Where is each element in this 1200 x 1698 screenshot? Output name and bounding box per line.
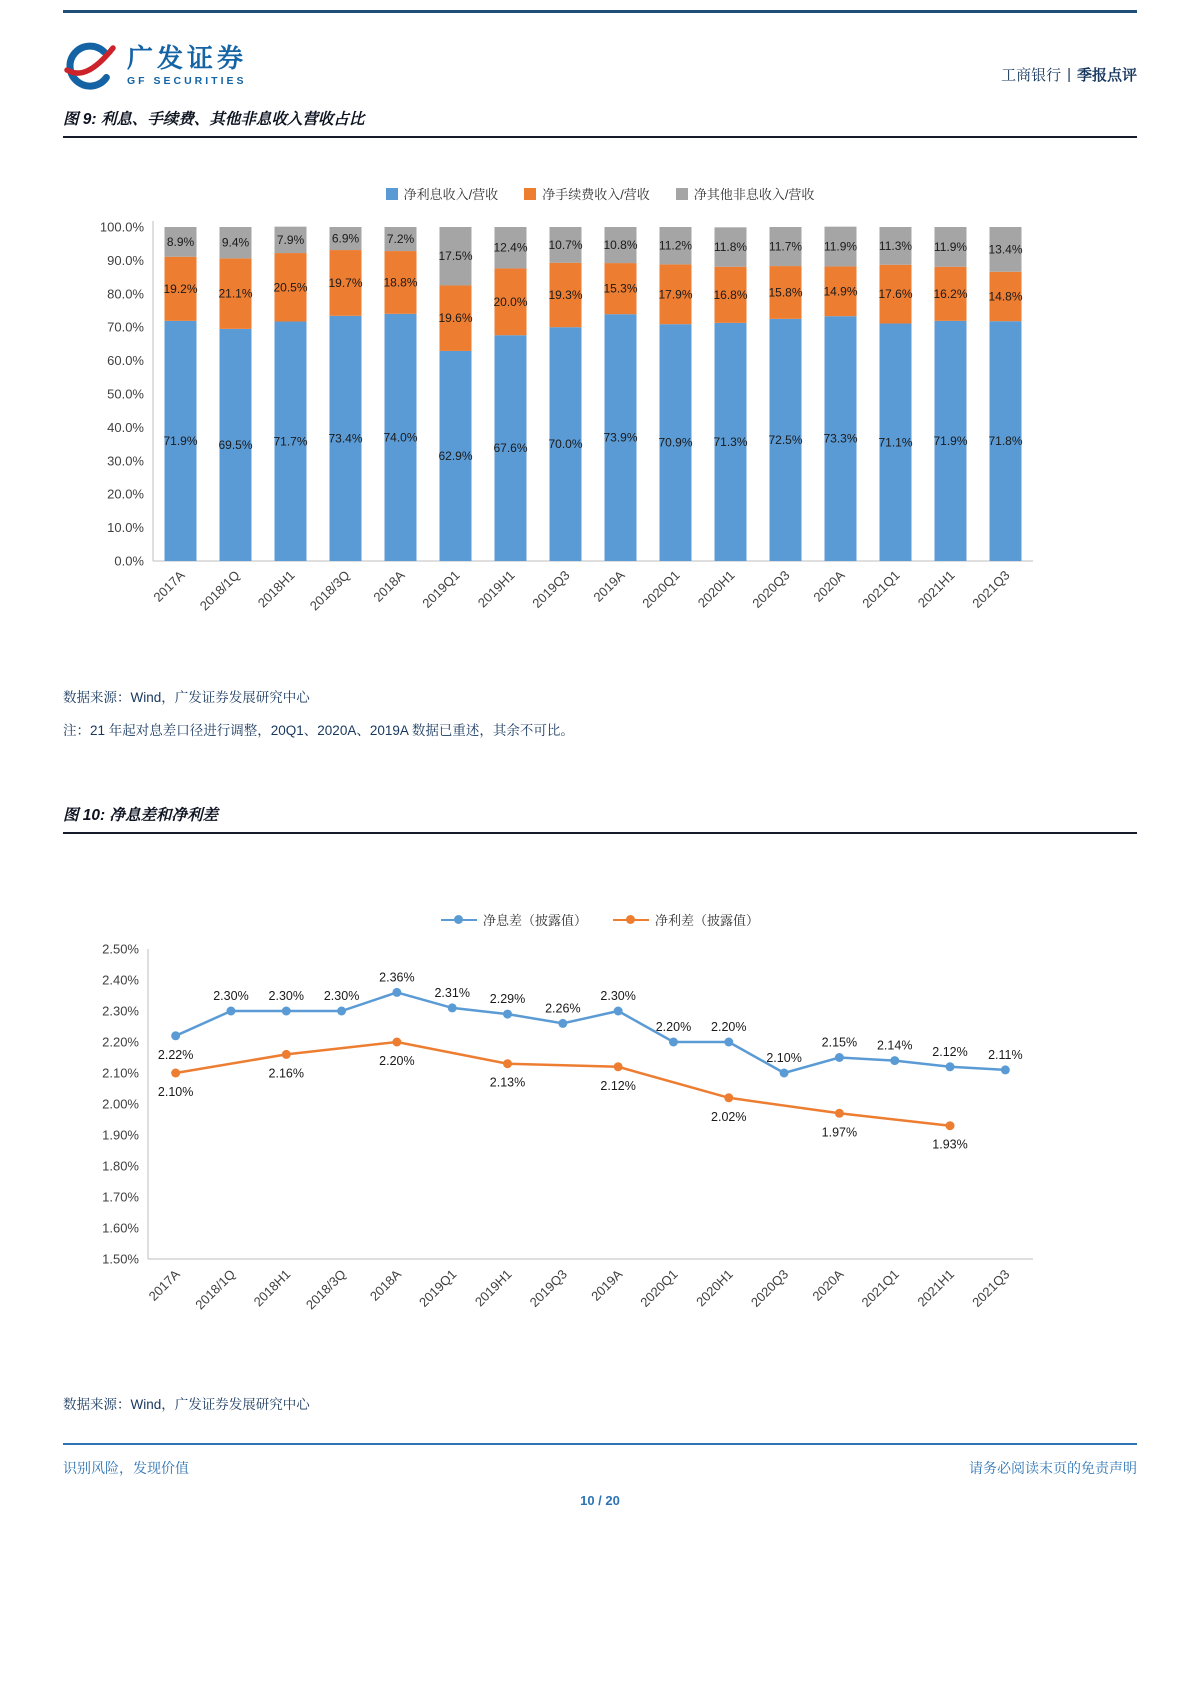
svg-text:12.4%: 12.4% (493, 240, 528, 255)
svg-text:11.2%: 11.2% (658, 238, 693, 253)
svg-text:1.93%: 1.93% (932, 1137, 968, 1152)
svg-text:1.70%: 1.70% (102, 1189, 139, 1205)
legend-label: 净其他非息收入/营收 (693, 187, 815, 202)
bottom-divider (63, 1443, 1137, 1445)
svg-text:100.0%: 100.0% (99, 219, 144, 235)
legend-swatch-gray (676, 188, 688, 200)
report-type: 季报点评 (1076, 67, 1137, 84)
svg-text:70.0%: 70.0% (548, 437, 583, 452)
svg-text:69.5%: 69.5% (218, 437, 253, 452)
svg-text:2021Q3: 2021Q3 (969, 1266, 1013, 1310)
svg-text:2.15%: 2.15% (821, 1035, 858, 1050)
svg-text:2.22%: 2.22% (157, 1047, 194, 1062)
svg-text:67.6%: 67.6% (493, 441, 528, 456)
figure9-legend (63, 184, 1137, 203)
svg-text:16.2%: 16.2% (933, 286, 968, 301)
svg-text:20.0%: 20.0% (493, 294, 528, 309)
svg-text:2.50%: 2.50% (102, 941, 139, 957)
svg-text:2.14%: 2.14% (876, 1038, 913, 1053)
top-divider (63, 10, 1137, 13)
svg-text:2018/3Q: 2018/3Q (306, 567, 353, 614)
svg-text:2.02%: 2.02% (711, 1109, 747, 1124)
svg-text:71.7%: 71.7% (273, 434, 308, 449)
svg-text:14.9%: 14.9% (823, 284, 858, 299)
svg-text:2019A: 2019A (588, 1266, 626, 1304)
svg-text:19.7%: 19.7% (328, 275, 363, 290)
legend-label: 净利息收入/营收 (403, 187, 499, 202)
svg-text:80.0%: 80.0% (107, 286, 144, 302)
svg-text:2021Q3: 2021Q3 (969, 567, 1013, 611)
svg-text:30.0%: 30.0% (107, 453, 144, 469)
svg-text:2019A: 2019A (590, 567, 628, 605)
figure10-legend (63, 910, 1137, 929)
svg-text:1.50%: 1.50% (102, 1251, 139, 1267)
svg-text:7.9%: 7.9% (276, 232, 305, 247)
legend-label: 净息差（披露值） (482, 913, 587, 928)
logo-chinese-name: 广发证券 (127, 43, 248, 73)
svg-text:11.3%: 11.3% (878, 238, 913, 253)
svg-text:70.9%: 70.9% (658, 435, 693, 450)
legend-label: 净利差（披露值） (655, 913, 760, 928)
svg-text:15.3%: 15.3% (603, 281, 638, 296)
svg-text:2020Q3: 2020Q3 (747, 1266, 792, 1310)
svg-text:11.9%: 11.9% (933, 239, 968, 254)
svg-text:17.5%: 17.5% (438, 249, 473, 264)
svg-text:1.97%: 1.97% (821, 1125, 858, 1140)
svg-text:2018/3Q: 2018/3Q (302, 1266, 349, 1313)
svg-text:8.9%: 8.9% (166, 234, 195, 249)
svg-text:17.6%: 17.6% (878, 287, 913, 302)
svg-text:90.0%: 90.0% (107, 252, 144, 268)
svg-text:2.12%: 2.12% (600, 1078, 636, 1093)
svg-text:15.8%: 15.8% (768, 285, 803, 300)
legend-dot (454, 915, 463, 924)
svg-text:40.0%: 40.0% (107, 419, 144, 435)
svg-text:2.30%: 2.30% (323, 989, 360, 1003)
svg-text:2.31%: 2.31% (434, 985, 470, 1000)
svg-text:60.0%: 60.0% (107, 353, 144, 369)
svg-text:19.6%: 19.6% (438, 311, 473, 326)
svg-text:2.13%: 2.13% (489, 1075, 526, 1090)
legend-linemark-blue (441, 914, 477, 925)
svg-text:2020A: 2020A (809, 1266, 847, 1304)
svg-text:2.10%: 2.10% (766, 1051, 802, 1065)
svg-text:2.20%: 2.20% (102, 1034, 139, 1050)
svg-text:2021Q1: 2021Q1 (858, 1266, 902, 1310)
svg-text:19.2%: 19.2% (163, 281, 198, 296)
svg-text:72.5%: 72.5% (768, 432, 803, 447)
svg-text:11.7%: 11.7% (768, 239, 803, 254)
svg-text:2.20%: 2.20% (655, 1020, 692, 1034)
svg-text:2.20%: 2.20% (379, 1054, 415, 1068)
svg-text:73.4%: 73.4% (328, 431, 363, 446)
svg-text:2020Q1: 2020Q1 (637, 1266, 681, 1310)
svg-text:1.90%: 1.90% (102, 1127, 139, 1143)
svg-text:2019Q1: 2019Q1 (416, 1266, 460, 1310)
svg-text:2.30%: 2.30% (213, 989, 249, 1003)
svg-text:73.9%: 73.9% (603, 430, 638, 445)
svg-text:0.0%: 0.0% (114, 553, 144, 569)
svg-text:2020A: 2020A (810, 567, 848, 605)
svg-text:11.8%: 11.8% (713, 240, 748, 255)
svg-text:2.00%: 2.00% (102, 1096, 139, 1112)
figure10-title: 图 10: 净息差和净利差 (63, 803, 1137, 834)
legend-dot (626, 915, 635, 924)
svg-text:71.9%: 71.9% (933, 433, 968, 448)
legend-item-net-fee (524, 184, 650, 203)
svg-text:1.80%: 1.80% (102, 1158, 139, 1174)
svg-text:6.9%: 6.9% (331, 231, 360, 246)
svg-text:2019H1: 2019H1 (471, 1266, 515, 1310)
svg-text:2020H1: 2020H1 (694, 567, 738, 611)
svg-text:2021H1: 2021H1 (914, 567, 958, 611)
svg-text:2.20%: 2.20% (711, 1020, 747, 1034)
svg-text:21.1%: 21.1% (218, 286, 253, 301)
svg-text:62.9%: 62.9% (438, 448, 473, 463)
security-name: 工商银行 (1001, 67, 1062, 84)
svg-text:2.30%: 2.30% (268, 989, 305, 1003)
svg-text:2.36%: 2.36% (379, 970, 415, 985)
figure9-note: 注：21 年起对息差口径进行调整，20Q1、2020A、2019A 数据已重述，其余不可比。 (63, 723, 574, 738)
logo-english-name: GF SECURITIES (127, 75, 247, 87)
figure9-source: 数据来源：Wind，广发证券发展研究中心 (63, 690, 310, 705)
svg-text:2.30%: 2.30% (102, 1003, 139, 1019)
svg-text:74.0%: 74.0% (383, 430, 418, 445)
svg-text:2017A: 2017A (150, 567, 188, 605)
legend-item-nim (441, 910, 587, 929)
figure9-title: 图 9: 利息、手续费、其他非息收入营收占比 (63, 107, 1137, 138)
svg-text:2.30%: 2.30% (600, 989, 636, 1003)
svg-text:71.3%: 71.3% (713, 434, 748, 449)
svg-text:2018A: 2018A (370, 567, 408, 605)
svg-text:2018H1: 2018H1 (254, 567, 298, 611)
figure10-source: 数据来源：Wind，广发证券发展研究中心 (63, 1397, 310, 1412)
svg-text:2.11%: 2.11% (988, 1047, 1023, 1062)
svg-text:2020Q3: 2020Q3 (749, 567, 793, 611)
page-footer (63, 1458, 1137, 1478)
svg-text:2020Q1: 2020Q1 (639, 567, 683, 611)
legend-item-spread (613, 910, 759, 929)
svg-text:2019Q1: 2019Q1 (419, 567, 463, 611)
svg-text:20.5%: 20.5% (273, 280, 308, 295)
svg-text:7.2%: 7.2% (386, 232, 415, 247)
svg-text:10.7%: 10.7% (548, 237, 583, 252)
svg-text:2.40%: 2.40% (102, 972, 139, 988)
legend-label: 净手续费收入/营收 (542, 187, 650, 202)
svg-text:16.8%: 16.8% (713, 287, 748, 302)
legend-item-net-interest (386, 184, 499, 203)
legend-linemark-orange (613, 914, 649, 925)
svg-text:13.4%: 13.4% (988, 242, 1023, 257)
svg-text:2.10%: 2.10% (102, 1065, 139, 1081)
svg-text:2019Q3: 2019Q3 (529, 567, 573, 611)
svg-text:2020H1: 2020H1 (693, 1266, 736, 1310)
logo-text (127, 45, 247, 87)
svg-text:18.8%: 18.8% (383, 275, 418, 290)
svg-text:73.3%: 73.3% (823, 431, 858, 446)
footer-left-slogan: 识别风险，发现价值 (63, 1460, 189, 1476)
svg-text:1.60%: 1.60% (102, 1220, 139, 1236)
page-header (63, 35, 1137, 93)
svg-text:2017A: 2017A (145, 1266, 183, 1304)
svg-text:2018/1Q: 2018/1Q (192, 1266, 239, 1313)
gf-securities-logo (63, 39, 247, 93)
header-divider: | (1067, 66, 1071, 83)
svg-text:2018A: 2018A (366, 1266, 405, 1304)
svg-text:2018H1: 2018H1 (250, 1266, 294, 1310)
figure9-stacked-bar-chart (63, 209, 1137, 634)
svg-text:2.26%: 2.26% (545, 1001, 581, 1016)
svg-text:19.3%: 19.3% (548, 287, 583, 302)
figure10-line-chart (63, 935, 1137, 1335)
svg-text:2.16%: 2.16% (268, 1066, 305, 1081)
report-header-label (1001, 64, 1137, 93)
legend-item-other-noninterest (676, 184, 815, 203)
svg-text:14.8%: 14.8% (988, 289, 1023, 304)
svg-text:10.8%: 10.8% (603, 238, 638, 253)
gf-logo-mark-icon (63, 39, 117, 93)
svg-text:2018/1Q: 2018/1Q (196, 567, 243, 614)
svg-text:71.8%: 71.8% (988, 434, 1023, 449)
svg-text:10.0%: 10.0% (107, 520, 144, 536)
svg-text:2.12%: 2.12% (932, 1044, 968, 1059)
svg-text:71.1%: 71.1% (878, 435, 913, 450)
svg-text:20.0%: 20.0% (107, 486, 144, 502)
svg-text:2019Q3: 2019Q3 (526, 1266, 570, 1310)
svg-text:71.9%: 71.9% (163, 433, 198, 448)
legend-swatch-blue (386, 188, 398, 200)
svg-text:2.29%: 2.29% (489, 992, 526, 1007)
svg-text:9.4%: 9.4% (221, 235, 250, 250)
svg-text:2.10%: 2.10% (157, 1085, 194, 1099)
page-number: 10 / 20 (580, 1493, 620, 1508)
svg-text:11.9%: 11.9% (823, 239, 858, 254)
svg-text:17.9%: 17.9% (658, 287, 693, 302)
svg-text:70.0%: 70.0% (107, 319, 144, 335)
svg-text:2021H1: 2021H1 (914, 1266, 958, 1310)
svg-text:2019H1: 2019H1 (474, 567, 518, 611)
svg-text:2021Q1: 2021Q1 (859, 567, 903, 611)
svg-text:50.0%: 50.0% (107, 386, 144, 402)
footer-right-disclaimer: 请务必阅读末页的免责声明 (969, 1460, 1137, 1476)
legend-swatch-orange (524, 188, 536, 200)
